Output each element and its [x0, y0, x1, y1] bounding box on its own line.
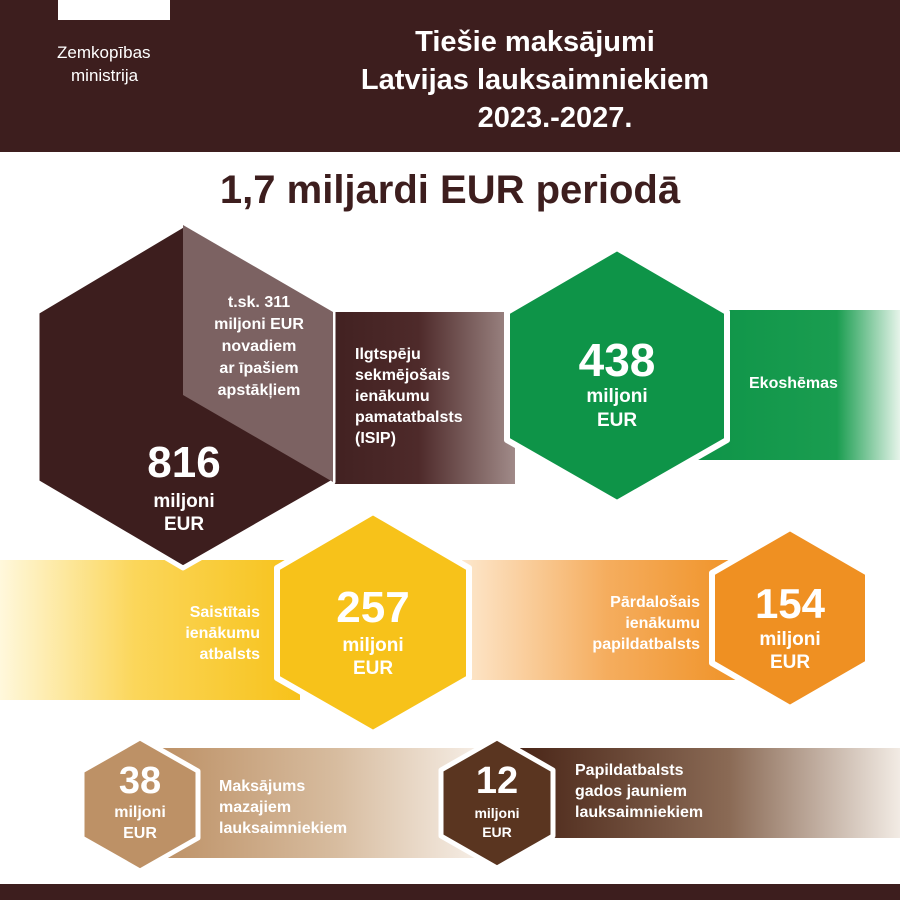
redistributive-amount: 154	[754, 580, 826, 627]
small-farmers-amount: 38	[118, 760, 162, 802]
coupled-label-line1: Saistītais	[189, 604, 260, 621]
isip-label-line5: (ISIP)	[355, 430, 396, 447]
isip-label-line2: sekmējošais	[355, 367, 451, 384]
title-line-2: Latvijas lauksaimniekiem	[360, 64, 710, 96]
redistributive-label-line2: ienākumu	[625, 615, 700, 632]
eco-label: Ekoshēmas	[749, 375, 838, 392]
isip-amount: 816	[147, 438, 221, 487]
eco-unit-1: miljoni	[586, 386, 648, 407]
redistributive-unit-2: EUR	[769, 652, 811, 673]
coupled-unit-1: miljoni	[342, 635, 404, 656]
coupled-label	[150, 602, 260, 665]
isip-note-line2: miljoni EUR	[214, 316, 304, 333]
isip-label-line1: Ilgtspēju	[355, 346, 421, 363]
eco-amount: 438	[578, 334, 656, 386]
young-farmers-label-line3: lauksaimniekiem	[575, 804, 704, 821]
young-farmers-label-line1: Papildatbalsts	[575, 762, 684, 779]
isip-label-line3: ienākumu	[355, 388, 430, 405]
young-farmers-unit-2: EUR	[482, 824, 512, 840]
small-farmers-label-line1: Maksājums	[219, 778, 306, 795]
isip-unit-1: miljoni	[153, 491, 215, 512]
isip-label	[355, 344, 463, 449]
redistributive-unit-1: miljoni	[759, 629, 821, 650]
coupled-label-line2: ienākumu	[185, 625, 260, 642]
isip-note-line4: ar īpašiem	[219, 360, 299, 377]
footer-bar	[0, 884, 900, 900]
isip-unit-2: EUR	[163, 514, 205, 535]
redistributive-label-line1: Pārdalošais	[610, 594, 700, 611]
eco-unit-2: EUR	[596, 410, 638, 431]
small-farmers-unit-1: miljoni	[114, 804, 166, 821]
redistributive-label-line3: papildatbalsts	[592, 636, 700, 653]
young-farmers-unit-1: miljoni	[474, 805, 520, 821]
isip-note-line1: t.sk. 311	[227, 294, 291, 311]
title-line-3: 2023.-2027.	[477, 102, 633, 134]
isip-note-line5: apstākļiem	[217, 382, 301, 399]
young-farmers-label	[575, 760, 703, 823]
small-farmers-label-line2: mazajiem	[219, 799, 292, 816]
young-farmers-amount: 12	[475, 760, 519, 802]
ministry-logo-line2: ministrija	[71, 66, 139, 85]
coupled-unit-2: EUR	[352, 658, 394, 679]
total-budget-heading: 1,7 miljardi EUR periodā	[219, 168, 681, 212]
small-farmers-label-line3: lauksaimniekiem	[219, 820, 348, 837]
redistributive-label	[550, 592, 700, 655]
coupled-amount: 257	[336, 583, 410, 632]
title-line-1: Tiešie maksājumi	[415, 26, 655, 58]
small-farmers-label	[219, 776, 347, 839]
isip-label-line4: pamatatbalsts	[355, 409, 463, 426]
small-farmers-unit-2: EUR	[123, 825, 157, 842]
isip-note	[189, 292, 329, 402]
coupled-label-line3: atbalsts	[199, 646, 260, 663]
isip-note-line3: novadiem	[221, 338, 297, 355]
young-farmers-label-line2: gados jauniem	[575, 783, 688, 800]
ministry-logo-line1: Zemkopības	[57, 43, 151, 62]
